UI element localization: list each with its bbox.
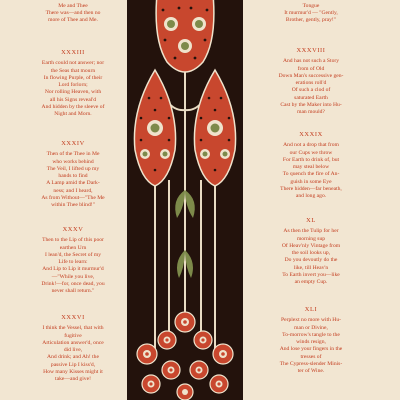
- verse-line: To-morrow's tangle to the: [282, 331, 340, 338]
- verse-line: The Cypress-slender Minis-: [279, 361, 343, 368]
- verse-line: tresses of: [300, 353, 322, 360]
- stanza-numeral: XXXVIII: [296, 47, 326, 54]
- verse-line: There hidden—far beneath,: [280, 186, 342, 193]
- stanza-numeral: XXXIV: [61, 140, 85, 147]
- verse-line: Me and Thee: [58, 2, 88, 9]
- verse-line: For Earth to drink of, but: [282, 156, 340, 163]
- verse-line: man mould?: [297, 109, 325, 116]
- verse-line: the Seas that mourn: [50, 67, 96, 74]
- verse-line: Then of the Thee in Me: [46, 151, 100, 158]
- verse-line: Of such a clod of: [291, 87, 331, 94]
- stanza-numeral: XXXV: [62, 226, 84, 233]
- stanza-numeral: XXXIX: [299, 131, 323, 138]
- tulip-illustration: [127, 0, 243, 400]
- stanza-xxxvii-end: [248, 0, 374, 24]
- verse-line: an empty Cup.: [294, 279, 328, 286]
- verse-line: more of Thee and Me.: [48, 17, 98, 24]
- verse-line: hands to find: [58, 173, 88, 180]
- verse-line: earthen Urn: [59, 244, 87, 251]
- verse-line: and long ago.: [295, 193, 327, 200]
- verse-line: take—and give!: [55, 376, 91, 383]
- verse-line: A Lamp amid the Dark-: [46, 180, 100, 187]
- verse-line: —"While you live,: [51, 273, 95, 280]
- stanza-numeral: XXXVI: [61, 314, 85, 321]
- verse-line: like, till Heav'n: [293, 264, 329, 271]
- verse-line: Lord forlorn;: [58, 82, 88, 89]
- verse-line: As then the Tulip for her: [283, 228, 339, 235]
- verse-line: Drink!—for, once dead, you: [41, 281, 105, 288]
- verse-line: To Earth invert you—like: [282, 272, 340, 279]
- verse-line: Of Heav'nly Vintage from: [281, 242, 341, 249]
- verse-line: passive Lip I kiss'd,: [50, 361, 96, 368]
- verse-line: The Veil, I lifted up my: [46, 165, 100, 172]
- verse-line: saturated Earth: [294, 94, 328, 101]
- verse-line: Do you devoutly do the: [284, 257, 338, 264]
- stanza-xxxviii: [248, 47, 374, 117]
- verse-line: I think the Vessel, that with: [42, 325, 104, 332]
- verse-line: erations roll'd: [295, 80, 327, 87]
- left-text-column: [14, 0, 132, 400]
- verse-line: fugitive: [64, 332, 82, 339]
- verse-line: Then to the Lip of this poor: [42, 237, 104, 244]
- verse-line: Brother, gently, pray!": [285, 17, 337, 24]
- verse-line: In flowing Purple, of their: [43, 74, 103, 81]
- stanza-xli: [248, 306, 374, 376]
- verse-line: winds resign,: [296, 339, 326, 346]
- stanza-xxxix: [248, 131, 374, 201]
- verse-line: all his Signs reveal'd: [49, 96, 97, 103]
- verse-line: Tongue: [302, 2, 320, 9]
- verse-line: To quench the fire of An-: [282, 171, 340, 178]
- verse-line: Nor rolling Heaven, with: [44, 89, 102, 96]
- stanza-numeral: XXXIII: [61, 49, 85, 56]
- verse-line: I lean'd, the Secret of my: [45, 251, 101, 258]
- verse-line: It murmur'd — "Gently,: [284, 9, 338, 16]
- verse-line: morning sup: [296, 235, 326, 242]
- verse-line: ness; and I heard,: [53, 187, 93, 194]
- tulip-illustration-panel: [127, 0, 243, 400]
- verse-line: How many Kisses might it: [43, 369, 103, 376]
- verse-line: And lose your fingers in the: [279, 346, 343, 353]
- verse-line: ter of Wine.: [297, 368, 325, 375]
- verse-line: Cast by the Maker into Hu-: [280, 102, 342, 109]
- verse-line: from of Old: [297, 65, 325, 72]
- verse-line: There was—and then no: [45, 9, 101, 16]
- verse-line: man or Divine,: [294, 324, 328, 331]
- verse-line: Articulation answer'd, once: [42, 339, 104, 346]
- verse-line: within Thee blind!": [51, 202, 95, 209]
- stanza-xl: [248, 217, 374, 287]
- right-text-column: [248, 0, 374, 400]
- stanza-xxxv: [14, 226, 132, 296]
- verse-line: who works behind: [52, 158, 94, 165]
- verse-line: guish in some Eye: [290, 178, 332, 185]
- verse-line: As from Without—"The Me: [41, 195, 105, 202]
- stanza-numeral: XL: [306, 217, 316, 224]
- verse-line: And has not such a Story: [282, 58, 340, 65]
- stanza-xxxiii: [14, 49, 132, 119]
- verse-line: Night and Morn.: [54, 111, 92, 118]
- verse-line: And drink; and Ah! the: [47, 354, 99, 361]
- verse-line: never shall return.": [51, 288, 95, 295]
- verse-line: did live,: [63, 347, 83, 354]
- verse-line: Perplext no more with Hu-: [281, 317, 341, 324]
- verse-line: And Lip to Lip it murmur'd: [42, 266, 104, 273]
- verse-line: Earth could not answer; nor: [41, 60, 105, 67]
- verse-line: Life to learn:: [58, 259, 88, 266]
- verse-line: And not a drop that from: [283, 142, 339, 149]
- verse-line: our Cups we throw: [289, 149, 333, 156]
- verse-line: Down Man's successive gen-: [278, 72, 344, 79]
- verse-line: may steal below: [292, 164, 330, 171]
- stanza-numeral: XLI: [304, 306, 318, 313]
- stanza-xxxii-end: [14, 0, 132, 24]
- stanza-xxxiv: [14, 140, 132, 210]
- verse-line: the soil looks up,: [291, 250, 331, 257]
- stanza-xxxvi: [14, 314, 132, 384]
- verse-line: And hidden by the sleeve of: [41, 104, 105, 111]
